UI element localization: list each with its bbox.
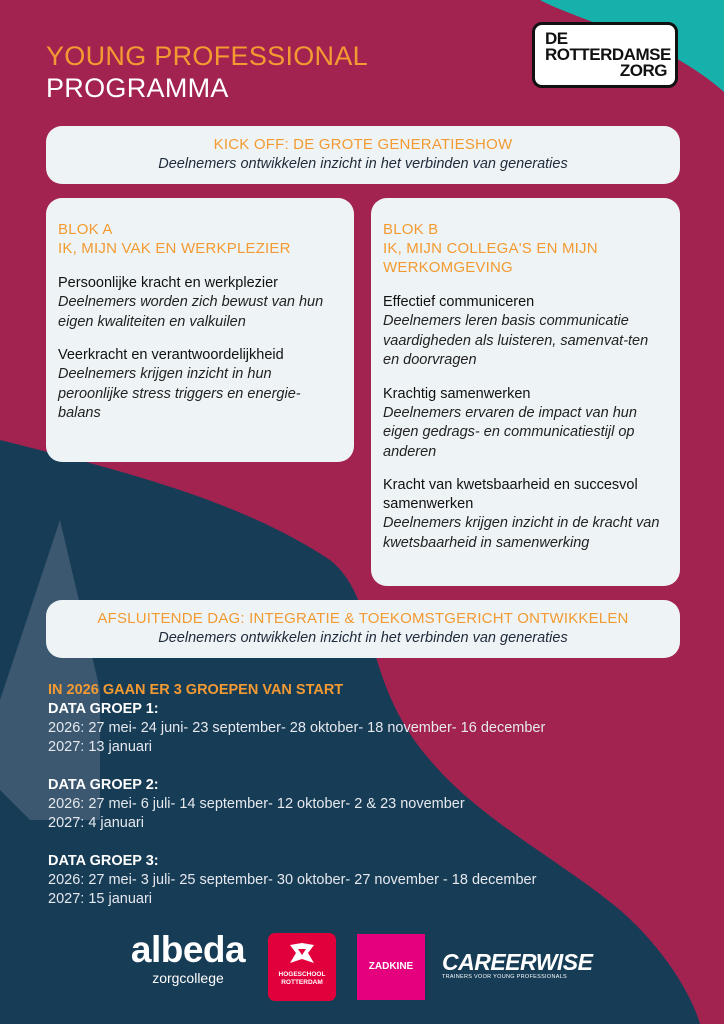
blok-b-heading <box>383 220 668 277</box>
item-title: Veerkracht en verantwoordelijkheid <box>58 347 284 363</box>
group-dates-2026: 2026: 27 mei- 24 juni- 23 september- 28 oktober- 18 november- 16 december <box>48 720 546 736</box>
blok-b-heading-line-1: BLOK B <box>383 221 439 238</box>
careerwise-logo <box>442 950 593 981</box>
title-line-2: PROGRAMMA <box>46 73 229 103</box>
kickoff-heading: KICK OFF: DE GROTE GENERATIESHOW <box>213 136 513 153</box>
item-description: Deelnemers krijgen inzicht in de kracht van kwetsbaarheid in samenwerking <box>383 515 660 551</box>
blok-b-item <box>383 476 668 553</box>
blok-b-heading-line-2: IK, MIJN COLLEGA'S EN MIJN WERKOMGEVING <box>383 240 598 276</box>
zadkine-name: ZADKINE <box>368 961 414 972</box>
dates-section <box>48 681 688 928</box>
careerwise-name: CAREERWISE <box>442 949 593 975</box>
blok-b-item <box>383 385 668 463</box>
item-description: Deelnemers worden zich bewust van hun eigen kwaliteiten en valkuilen <box>58 294 324 330</box>
afsluit-heading: AFSLUITENDE DAG: INTEGRATIE & TOEKOMSTGERICHT ONTWIKKELEN <box>97 610 629 627</box>
kickoff-subtitle: Deelnemers ontwikkelen inzicht in het verbinden van generaties <box>158 156 568 172</box>
page-title <box>46 40 368 104</box>
zadkine-logo <box>357 934 425 1000</box>
group-label: DATA GROEP 3: <box>48 853 159 869</box>
group-label: DATA GROEP 2: <box>48 777 159 793</box>
hogeschool-name: HOGESCHOOL ROTTERDAM <box>278 971 326 986</box>
blok-a-item <box>58 274 342 332</box>
group-dates-2027: 2027: 15 januari <box>48 891 152 907</box>
item-title: Persoonlijke kracht en werkplezier <box>58 275 279 291</box>
careerwise-subtitle: TRAINERS VOOR YOUNG PROFESSIONALS <box>442 974 568 980</box>
group-label: DATA GROEP 1: <box>48 701 159 717</box>
item-title: Kracht van kwetsbaarheid en succesvol samenwerken <box>383 477 638 512</box>
hogeschool-mark-icon <box>288 941 316 967</box>
group-dates-2027: 2027: 4 januari <box>48 815 144 831</box>
blok-b-item <box>383 293 668 371</box>
kickoff-card <box>46 126 680 184</box>
item-description: Deelnemers krijgen inzicht in hun peroonlijke stress triggers en energie-balans <box>58 366 301 421</box>
albeda-logo <box>128 930 248 986</box>
logo-line-1: DE ROTTERDAMSE <box>545 29 671 64</box>
hogeschool-rotterdam-logo <box>268 933 336 1001</box>
albeda-subtitle: zorgcollege <box>152 970 224 986</box>
item-description: Deelnemers leren basis communicatie vaardigheden als luisteren, samenvat-ten en doorvragen <box>383 313 649 368</box>
item-description: Deelnemers ervaren de impact van hun eigen gedrags- en communicatiestijl op anderen <box>383 404 637 460</box>
blok-a-heading-line-2: IK, MIJN VAK EN WERKPLEZIER <box>58 240 291 257</box>
logo-line-2: ZORG <box>619 61 667 80</box>
blok-a-item <box>58 346 342 424</box>
title-line-1: YOUNG PROFESSIONAL <box>46 41 368 71</box>
blok-b-card <box>371 198 680 586</box>
rotterdamse-zorg-logo <box>532 22 678 88</box>
blok-a-heading-line-1: BLOK A <box>58 221 113 238</box>
item-title: Krachtig samenwerken <box>383 385 531 402</box>
albeda-name: albeda <box>130 929 246 970</box>
blok-a-card <box>46 198 354 462</box>
item-title: Effectief communiceren <box>383 294 535 310</box>
afsluitende-dag-card <box>46 600 680 658</box>
group-dates-2026: 2026: 27 mei- 6 juli- 14 september- 12 oktober- 2 & 23 november <box>48 796 465 812</box>
date-group <box>48 852 688 909</box>
group-dates-2027: 2027: 13 januari <box>48 739 152 755</box>
date-group <box>48 776 688 833</box>
blok-a-heading <box>58 220 342 258</box>
afsluit-subtitle: Deelnemers ontwikkelen inzicht in het verbinden van generaties <box>158 630 568 646</box>
dates-heading: IN 2026 GAAN ER 3 GROEPEN VAN START <box>48 682 344 698</box>
date-group <box>48 700 688 757</box>
group-dates-2026: 2026: 27 mei- 3 juli- 25 september- 30 oktober- 27 november - 18 december <box>48 872 537 888</box>
